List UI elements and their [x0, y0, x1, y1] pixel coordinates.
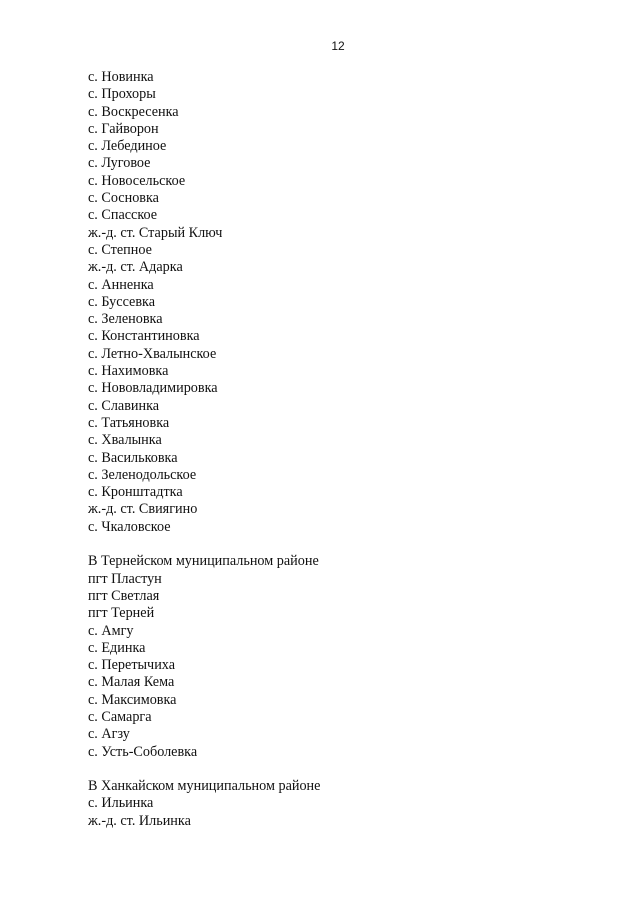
settlement-group-terney: [88, 553, 588, 761]
settlement-group-1: [88, 69, 588, 536]
settlement-item: с. Константиновка: [88, 328, 200, 345]
settlement-item: с. Зеленовка: [88, 311, 163, 328]
settlement-item: с. Новосельское: [88, 172, 186, 189]
settlement-group-khanka: [88, 778, 588, 830]
settlement-item: ж.-д. ст. Старый Ключ: [88, 224, 223, 241]
settlement-item: пгт Терней: [88, 605, 155, 622]
settlement-item: с. Новинка: [88, 69, 154, 85]
settlement-item: с. Гайворон: [88, 120, 159, 137]
settlement-item: с. Максимовка: [88, 691, 177, 708]
settlement-item: с. Кронштадтка: [88, 484, 183, 501]
settlement-item: с. Нахимовка: [88, 363, 169, 380]
settlement-item: с. Перетычиха: [88, 657, 175, 674]
settlement-item: с. Амгу: [88, 622, 134, 639]
settlement-item: ж.-д. ст. Адарка: [88, 259, 183, 276]
section-gap: [88, 536, 588, 553]
settlement-item: с. Луговое: [88, 155, 151, 172]
settlement-item: пгт Пластун: [88, 570, 162, 587]
district-heading: В Ханкайском муниципальном районе: [88, 778, 321, 795]
settlement-item: с. Самарга: [88, 708, 152, 725]
settlement-item: с. Славинка: [88, 397, 160, 414]
settlement-item: с. Прохоры: [88, 86, 156, 103]
settlement-item: с. Летно-Хвалынское: [88, 345, 217, 362]
settlement-item: с. Степное: [88, 241, 152, 258]
settlement-item: с. Хвалынка: [88, 432, 162, 449]
settlement-item: с. Анненка: [88, 276, 154, 293]
section-gap: [88, 761, 588, 778]
settlement-item: с. Татьяновка: [88, 414, 170, 431]
settlement-item: с. Спасское: [88, 207, 158, 224]
settlement-item: пгт Светлая: [88, 587, 160, 604]
settlement-item: с. Воскресенка: [88, 103, 179, 120]
settlement-item: с. Чкаловское: [88, 518, 171, 535]
settlement-item: с. Усть-Соболевка: [88, 743, 198, 760]
page-number: 12: [331, 39, 345, 53]
district-heading: В Тернейском муниципальном районе: [88, 553, 319, 570]
settlement-item: с. Агзу: [88, 726, 130, 743]
settlement-item: с. Зеленодольское: [88, 466, 197, 483]
settlement-item: с. Лебединое: [88, 138, 167, 155]
settlement-item: с. Единка: [88, 639, 146, 656]
settlement-item: с. Буссевка: [88, 293, 156, 310]
settlement-item: ж.-д. ст. Ильинка: [88, 812, 191, 829]
settlement-item: с. Малая Кема: [88, 674, 175, 691]
settlement-item: с. Сосновка: [88, 190, 159, 207]
settlement-item: с. Нововладимировка: [88, 380, 218, 397]
settlement-item: с. Ильинка: [88, 795, 154, 812]
settlement-list: [88, 69, 588, 830]
settlement-item: ж.-д. ст. Свиягино: [88, 501, 198, 518]
settlement-item: с. Васильковка: [88, 449, 178, 466]
